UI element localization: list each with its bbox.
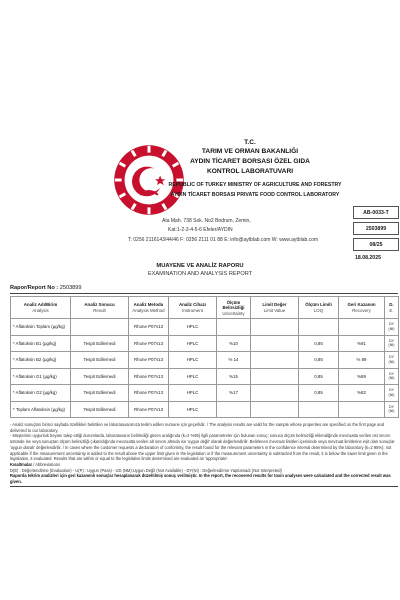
results-table	[10, 296, 399, 418]
col-result: Analiz Sonucu Result	[71, 297, 129, 319]
note-recovery: Raporda tekrim analizleri için geri kazanımlı sonuçlar hesaplanarak düzeltilmiş sonuç verilmiştir. In the report, the recovered results for toxin analyses were calculated and the corrected result was given.	[10, 473, 391, 485]
report-number-value: 2503899	[59, 285, 82, 291]
note-abbreviations-title: Kısaltmalar / Abbreviations	[10, 461, 61, 467]
note-abbreviations: D(E) : Değerlendirme (Evaluation) - U(P) : Uygun (Pass) - UD (NM):Uygun Değil (Not Available) - DY(NI) : Değerlendirme Yapılamadı (Not Interpreted)	[10, 467, 282, 473]
divider	[10, 293, 398, 294]
report-number	[10, 285, 82, 291]
report-number-label: Rapor/Report No :	[10, 285, 59, 291]
address-line2: Kat:1-2-3-4-5-6 Efeler/AYDIN	[168, 227, 233, 233]
col-limit: Limit Değer Limit Value	[251, 297, 299, 319]
header-tc: T.C.	[244, 139, 256, 146]
col-method: Analiz Metodu Analysis Method	[129, 297, 169, 319]
doc-code-box: AB-0033-T	[353, 206, 399, 219]
header-ministry: TARIM VE ORMAN BAKANLIĞI	[201, 148, 299, 155]
table-row: * Aflatoksin B2 (µg/kg) Tespit Edilemedi Rhone P07v13 HPLC % 14 0,85 % 89 DY (NI)	[11, 352, 399, 369]
table-row: * Aflatoksin Toplam (µg/kg) Rhone P07v13 HPLC DY (NI)	[11, 319, 399, 336]
table-row: * Aflatoksin G2 (µg/kg) Tespit Edilemedi Rhone P07v13 HPLC %17 0,85 %82 DY (NI)	[11, 385, 399, 402]
doc-revision-box: 08/25	[353, 238, 399, 251]
table-row: * Aflatoksin G1 (µg/kg) Tespit Edilemedi Rhone P07v13 HPLC %15 0,85 %89 DY (NI)	[11, 368, 399, 385]
report-date: 18.08.2025	[355, 255, 381, 261]
col-evaluation: D. E.	[385, 297, 399, 319]
header-english-line2: AYDIN TİCARET BORSASI PRIVATE FOOD CONTROL LABORATORY	[170, 192, 340, 198]
report-title-en: EXAMINATION AND ANALYSIS REPORT	[147, 271, 253, 277]
report-notes	[10, 422, 398, 485]
report-title-tr: MUAYENE VE ANALİZ RAPORU	[156, 263, 244, 269]
note-validity: - Analiz sonuçları birinci sayfada özellikleri belirtilen ve laboratuvarımıza teslim edilen numune için geçerlidir. / The analysis results are valid for the sample whose properties are specified on the first page and delivered to our laboratory.	[10, 422, 385, 433]
table-row: * Aflatoksin B1 (µg/kg) Tespit Edilemedi Rhone P07v13 HPLC %10 0,85 %91 DY (NI)	[11, 335, 399, 352]
header-english-line1: REPUBLIC OF TURKEY MINISTRY OF AGRICULTURE AND FORESTRY	[168, 182, 342, 188]
address-line1: Ata Mah. 738 Sok. No2 Bodrum, Zemin,	[162, 218, 251, 224]
address-contact: T: 0256 2116143/44/46 F: 0256 2111 01 88 E: info@aytblab.com W: www.aytblab.com	[128, 237, 319, 243]
table-row: * Toplam Aflatoksin (µg/kg) Tespit Edilemedi Rhone P07v13 HPLC DY (NI)	[11, 401, 399, 418]
table-header-row	[11, 297, 399, 319]
col-instrument: Analiz Cihazı Instrument	[169, 297, 217, 319]
col-analysis: Analiz Adı/Birim Analysis	[11, 297, 71, 319]
note-conformity: - Müşterinin uygunluk beyanı talep ettiği durumlarda, laboratuvarın belirlediği güven aralığında (k=2 %95) ilgili parametreler için bulunan sonuç; sonuca ölçüm belirsizliği eklendiğinde mevzuatta verilen üst sınırın üstünde ise veya sonuçtan ölçüm belirsizliği çıkarıldığında mevzuatta verilen alt sınırın altında ise 'uygun değil' olarak değerlendirilir. Belirlenen mevzuat limitleri içerisinde veya mevzuat limitlerine eşit olan sonuçlar 'uygun olarak' değerlendirilir. / In cases where the customer requests a declaration of conformity, the result found for the relevant parameters in the confidence interval determined by the laboratory (k=2 95%); not applicable if the measurement uncertainty is added to the result above the upper limit given in the legislation or if the measurement uncertainty is subtracted from the result, it is below the lower limit given in the legislation, it evaluated. Results that are within or equal to the legislative limits determined are evaluated as 'appropriate'.	[10, 433, 395, 462]
header-exchange: AYDIN TİCARET BORSASI ÖZEL GIDA	[190, 158, 310, 165]
doc-number-box: 2503899	[353, 222, 399, 235]
header-lab: KONTROL LABORATUVARI	[206, 168, 294, 175]
col-recovery: Geri Kazanım Recovery	[339, 297, 385, 319]
col-uncertainty: Ölçüm Belirsizliği Uncertainty	[217, 297, 251, 319]
footer-divider	[10, 486, 398, 487]
col-loq: Ölçüm Limiti LOQ	[299, 297, 339, 319]
